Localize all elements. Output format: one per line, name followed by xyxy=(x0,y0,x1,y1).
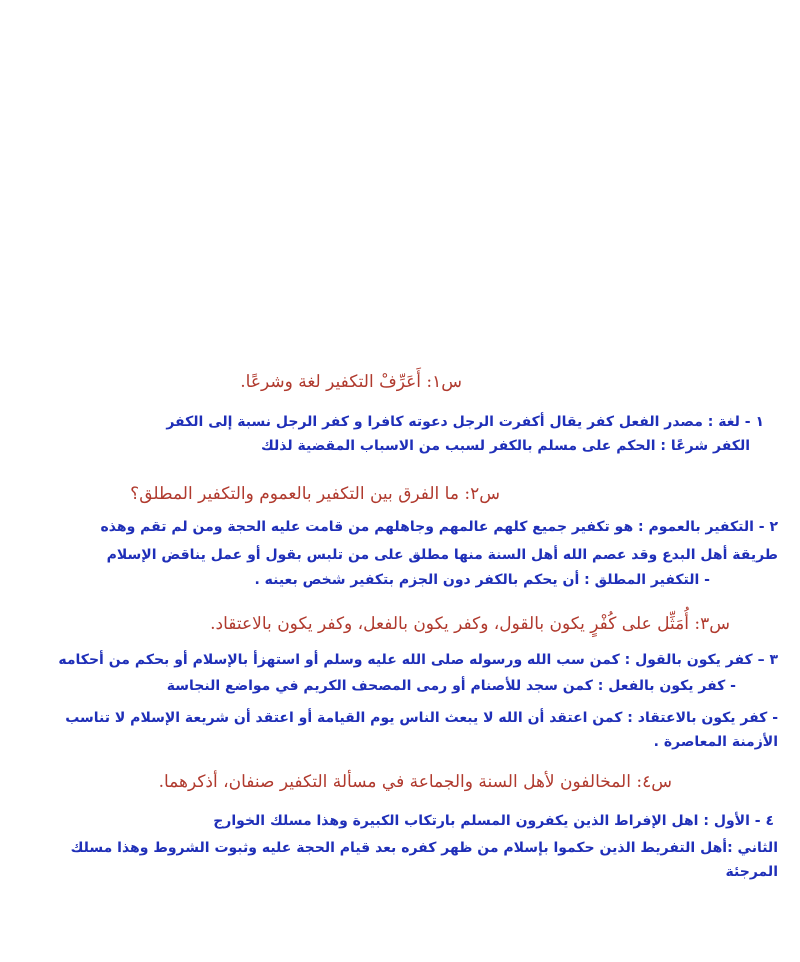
answer-2-line-1: ٢ - التكفير بالعموم : هو تكفير جميع كلهم عالمهم وجاهلهم من قامت عليه الحجة ومن لم تقم وهذه xyxy=(100,519,778,535)
question-4-heading: س٤: المخالفون لأهل السنة والجماعة في مسألة التكفير صنفان، أذكرهما. xyxy=(158,772,672,792)
answer-1-line-2: الكفر شرعًا : الحكم على مسلم بالكفر لسبب من الاسباب المقضية لذلك xyxy=(261,438,750,454)
answer-3-line-2: - كفر يكون بالفعل : كمن سجد للأصنام أو رمى المصحف الكريم في مواضع النجاسة xyxy=(166,678,736,694)
answer-3-line-3: - كفر يكون بالاعتقاد : كمن اعتقد أن الله لا يبعث الناس يوم القيامة أو اعتقد أن شريعة الإسلام لا تناسب xyxy=(65,710,778,726)
answer-2-line-3: - التكفير المطلق : أن يحكم بالكفر دون الجزم بتكفير شخص بعينه . xyxy=(254,572,710,588)
answer-4-line-1: ٤ - الأول : اهل الإفراط الذين يكفرون المسلم بارتكاب الكبيرة وهذا مسلك الخوارج xyxy=(213,813,774,829)
answer-3-line-4: الأزمنة المعاصرة . xyxy=(653,734,778,750)
answer-1-line-1: ١ - لغة : مصدر الفعل كفر يقال أكفرت الرجل دعوته كافرا و كفر الرجل نسبة إلى الكفر xyxy=(166,414,764,430)
question-1-heading: س١: أَعَرِّفْ التكفير لغة وشرعًا. xyxy=(240,372,462,392)
answer-4-line-3: المرجئة xyxy=(725,864,778,880)
answer-3-line-1: ٣ – كفر يكون بالقول : كمن سب الله ورسوله صلى الله عليه وسلم أو استهزأ بالإسلام أو بحكم من أحكامه xyxy=(58,652,778,668)
question-2-heading: س٢: ما الفرق بين التكفير بالعموم والتكفير المطلق؟ xyxy=(130,484,500,504)
answer-2-line-2: طريقة أهل البدع وقد عصم الله أهل السنة منها مطلق على من تلبس بقول أو عمل يناقض الإسلام xyxy=(106,547,778,563)
answer-4-line-2: الثاني :أهل التفريط الذين حكموا بإسلام من ظهر كفره بعد قيام الحجة عليه وثبوت الشروط وهذا مسلك xyxy=(70,840,778,856)
question-3-heading: س٣: أُمَثِّل على كُفْرٍ يكون بالقول، وكفر يكون بالفعل، وكفر يكون بالاعتقاد. xyxy=(210,614,730,634)
